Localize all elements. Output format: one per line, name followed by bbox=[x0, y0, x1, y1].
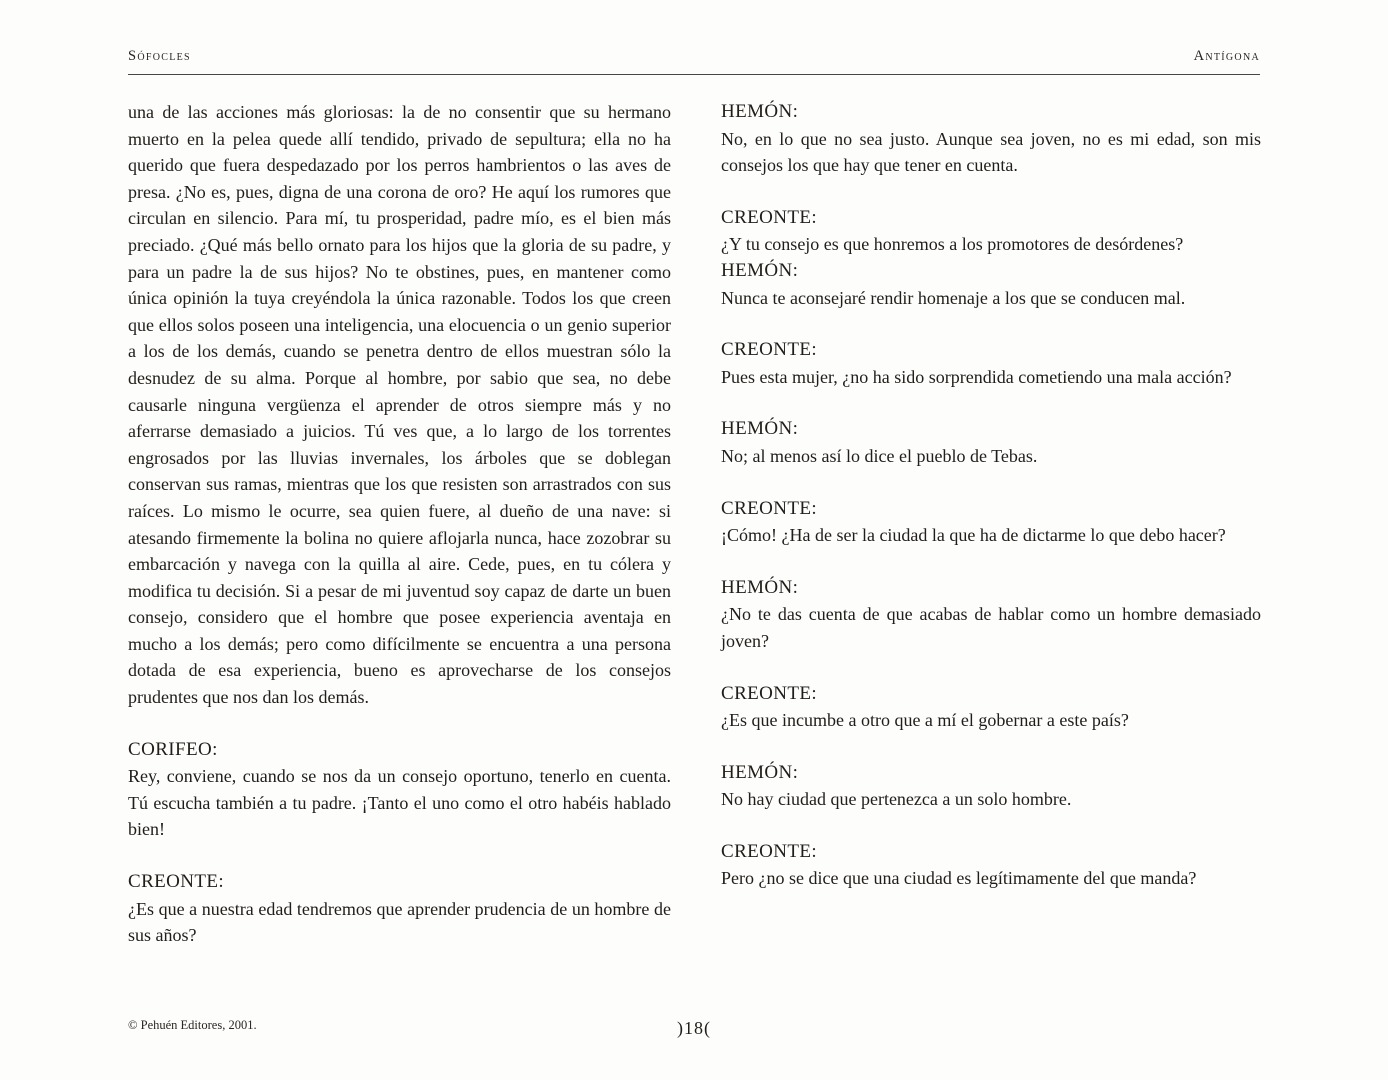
speaker-label: CREONTE: bbox=[721, 682, 818, 704]
speaker-label: HEMÓN: bbox=[721, 418, 799, 440]
speaker-label: CORIFEO: bbox=[128, 738, 218, 760]
speaker-label: CREONTE: bbox=[721, 497, 818, 519]
running-head-title: Antígona bbox=[1193, 48, 1260, 64]
speech-text: No hay ciudad que pertenezca a un solo hombre. bbox=[721, 789, 1072, 810]
dialogue-block-hemon bbox=[721, 575, 1261, 655]
dialogue-block-creonte bbox=[721, 337, 1261, 390]
header-rule bbox=[128, 74, 1260, 75]
dialogue-block-creonte bbox=[721, 205, 1261, 258]
text-columns bbox=[128, 99, 1261, 949]
speech-continuation: una de las acciones más gloriosas: la de no consentir que su hermano muerto en la pelea quede allí tendido, privado de sepultura; ella no ha querido que fuera despedazado por los perros hambrientos o las aves de presa. ¿No es, pues, digna de una corona de oro? He aquí los rumores que circulan en silencio. Para mí, tu prosperidad, padre mío, es el bien más preciado. ¿Qué más bello ornato para los hijos que la gloria de su padre, y para un padre la de sus hijos? No te obstines, pues, en mantener como única opinión la tuya creyéndola la única razonable. Todos los que creen que ellos solos poseen una inteligencia, una elocuencia o un genio superior a los de los demás, cuando se penetra dentro de ellos muestran sólo la desnudez de su alma. Porque al hombre, por sabio que sea, no debe causarle ninguna vergüenza el aprender de otros siempre más y no aferrarse demasiado a juicios. Tú ves que, a lo largo de los torrentes engrosados por las lluvias invernales, los árboles que se doblegan conservan sus ramas, mientras que los que resisten son arrastrados con sus raíces. Lo mismo le ocurre, sea quien fuere, al dueño de una nave: si atesando firmemente la bolina no quiere aflojarla nunca, hace zozobrar su embarcación y navega con la quilla al aire. Cede, pues, en tu cólera y modifica tu decisión. Si a pesar de mi juventud soy capaz de darte un buen consejo, considero que el hombre que posee experiencia aventaja en mucho a los demás; pero como difícilmente se encuentra a una persona dotada de esa experiencia, bueno es aprovecharse de los consejos prudentes que nos dan los demás. bbox=[128, 102, 671, 708]
speech-text: ¡Cómo! ¿Ha de ser la ciudad la que ha de dictarme lo que debo hacer? bbox=[721, 525, 1226, 546]
dialogue-block-creonte bbox=[128, 869, 671, 949]
speaker-label: CREONTE: bbox=[721, 339, 818, 361]
left-column bbox=[128, 99, 671, 949]
speech-text: Pues esta mujer, ¿no ha sido sorprendida cometiendo una mala acción? bbox=[721, 366, 1232, 387]
speaker-label: CREONTE: bbox=[721, 840, 818, 862]
dialogue-block-hemon bbox=[721, 99, 1261, 179]
dialogue-block-corifeo bbox=[128, 737, 671, 843]
dialogue-block-creonte bbox=[721, 681, 1261, 734]
copyright-notice: © Pehuén Editores, 2001. bbox=[128, 1018, 257, 1032]
speech-text: ¿Es que incumbe a otro que a mí el gobernar a este país? bbox=[721, 710, 1129, 731]
running-head-author: Sófocles bbox=[128, 48, 191, 64]
speech-text: No, en lo que no sea justo. Aunque sea joven, no es mi edad, son mis consejos los que hay que tener en cuenta. bbox=[721, 128, 1261, 176]
speaker-label: HEMÓN: bbox=[721, 259, 799, 281]
dialogue-block-hemon bbox=[721, 416, 1261, 469]
running-header bbox=[128, 48, 1260, 65]
speech-text: ¿Y tu consejo es que honremos a los promotores de desórdenes? bbox=[721, 234, 1184, 255]
dialogue-block-creonte bbox=[721, 839, 1261, 892]
speech-text: No; al menos así lo dice el pueblo de Tebas. bbox=[721, 445, 1038, 466]
dialogue-block-hemon bbox=[721, 760, 1261, 813]
speech-text: ¿No te das cuenta de que acabas de hablar como un hombre demasiado joven? bbox=[721, 604, 1261, 651]
page-number: )18( bbox=[677, 1018, 711, 1038]
dialogue-block-hemon bbox=[721, 258, 1261, 311]
speech-text: Nunca te aconsejaré rendir homenaje a los que se conducen mal. bbox=[721, 287, 1186, 308]
right-column bbox=[721, 99, 1261, 949]
speech-text: Rey, conviene, cuando se nos da un consejo oportuno, tenerlo en cuenta. Tú escucha también a tu padre. ¡Tanto el uno como el otro habéis hablado bien! bbox=[128, 766, 671, 840]
speech-text: Pero ¿no se dice que una ciudad es legítimamente del que manda? bbox=[721, 868, 1197, 889]
speaker-label: HEMÓN: bbox=[721, 576, 799, 598]
speaker-label: CREONTE: bbox=[721, 206, 818, 228]
speaker-label: CREONTE: bbox=[128, 871, 225, 893]
speaker-label: HEMÓN: bbox=[721, 761, 799, 783]
speech-text: ¿Es que a nuestra edad tendremos que aprender prudencia de un hombre de sus años? bbox=[128, 898, 671, 946]
dialogue-block-creonte bbox=[721, 496, 1261, 549]
speaker-label: HEMÓN: bbox=[721, 101, 799, 122]
